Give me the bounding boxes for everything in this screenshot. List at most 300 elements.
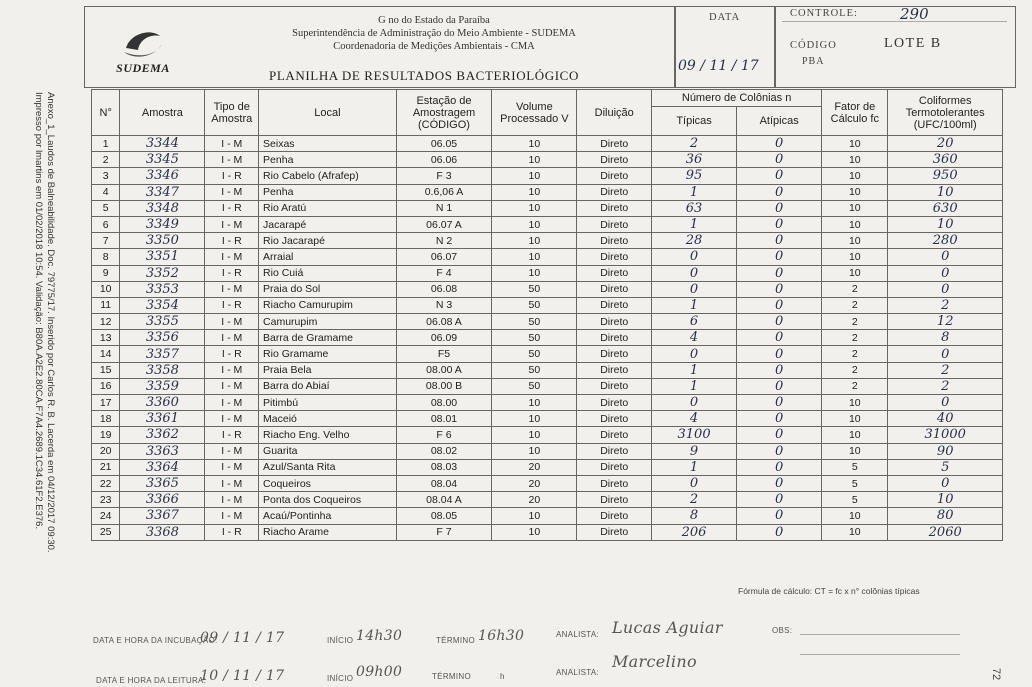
cell-tipo: I - R	[205, 233, 259, 249]
cell-estacao: N 2	[396, 233, 492, 249]
table-row	[92, 265, 1003, 281]
cell-diluicao: Direto	[577, 395, 652, 411]
termino2-value: h	[500, 672, 505, 681]
cell-amostra: 3350	[120, 233, 205, 249]
cell-estacao: 08.00 B	[396, 378, 492, 394]
date-label: DATA	[709, 12, 741, 23]
cell-atipicas: 0	[737, 362, 822, 378]
cell-fator: 2	[822, 297, 888, 313]
cell-diluicao: Direto	[577, 378, 652, 394]
cell-volume: 50	[492, 346, 577, 362]
cell-atipicas: 0	[737, 136, 822, 152]
cell-amostra: 3367	[120, 508, 205, 524]
cell-diluicao: Direto	[577, 281, 652, 297]
controle-underline	[782, 21, 1007, 22]
cell-volume: 10	[492, 216, 577, 232]
termino-label: TÉRMINO	[436, 636, 475, 645]
cell-n: 7	[92, 233, 120, 249]
org-line1: G no do Estado da Paraíba	[378, 15, 490, 26]
cell-volume: 50	[492, 330, 577, 346]
cell-tipo: I - R	[205, 297, 259, 313]
cell-amostra: 3348	[120, 200, 205, 216]
cell-fator: 10	[822, 200, 888, 216]
cell-coliformes: 360	[888, 152, 1003, 168]
cell-local: Riacho Eng. Velho	[259, 427, 397, 443]
cell-tipicas: 1	[652, 362, 737, 378]
cell-fator: 10	[822, 233, 888, 249]
cell-amostra: 3368	[120, 524, 205, 540]
cell-tipo: I - M	[205, 378, 259, 394]
cell-tipo: I - R	[205, 200, 259, 216]
analista2-signature: Marcelino	[612, 652, 697, 671]
table-row	[92, 378, 1003, 394]
cell-volume: 10	[492, 184, 577, 200]
cell-n: 2	[92, 152, 120, 168]
cell-tipo: I - M	[205, 249, 259, 265]
table-row	[92, 346, 1003, 362]
table-row	[92, 136, 1003, 152]
cell-estacao: 08.00 A	[396, 362, 492, 378]
cell-volume: 10	[492, 395, 577, 411]
obs-line-2	[800, 654, 960, 655]
cell-n: 12	[92, 314, 120, 330]
cell-coliformes: 10	[888, 184, 1003, 200]
incubacao-label: DATA E HORA DA INCUBAÇÃO:	[93, 636, 218, 645]
cell-n: 21	[92, 459, 120, 475]
cell-atipicas: 0	[737, 378, 822, 394]
cell-volume: 10	[492, 427, 577, 443]
cell-tipo: I - M	[205, 475, 259, 491]
sudema-logo	[108, 26, 178, 84]
cell-atipicas: 0	[737, 524, 822, 540]
cell-n: 3	[92, 168, 120, 184]
page-number: 72	[990, 667, 1003, 681]
col-amostra: Amostra	[120, 90, 205, 136]
cell-estacao: 06.09	[396, 330, 492, 346]
cell-n: 23	[92, 492, 120, 508]
cell-fator: 5	[822, 459, 888, 475]
cell-coliformes: 2	[888, 362, 1003, 378]
analista-signature: Lucas Aguiar	[612, 618, 723, 637]
cell-amostra: 3359	[120, 378, 205, 394]
cell-local: Rio Aratú	[259, 200, 397, 216]
inicio-value: 14h30	[356, 628, 403, 644]
table-row	[92, 216, 1003, 232]
cell-estacao: 08.05	[396, 508, 492, 524]
cell-local: Maceió	[259, 411, 397, 427]
cell-n: 8	[92, 249, 120, 265]
cell-amostra: 3347	[120, 184, 205, 200]
cell-coliformes: 10	[888, 216, 1003, 232]
cell-volume: 10	[492, 443, 577, 459]
col-atipicas: Atípicas	[737, 107, 822, 136]
incubacao-value: 09 / 11 / 17	[200, 630, 285, 646]
cell-local: Barra de Gramame	[259, 330, 397, 346]
cell-diluicao: Direto	[577, 330, 652, 346]
cell-coliformes: 2	[888, 378, 1003, 394]
cell-atipicas: 0	[737, 330, 822, 346]
cell-atipicas: 0	[737, 459, 822, 475]
cell-fator: 10	[822, 216, 888, 232]
cell-tipo: I - R	[205, 524, 259, 540]
cell-volume: 10	[492, 200, 577, 216]
cell-local: Pitimbú	[259, 395, 397, 411]
cell-amostra: 3361	[120, 411, 205, 427]
cell-fator: 10	[822, 152, 888, 168]
cell-tipo: I - M	[205, 362, 259, 378]
form-header	[84, 6, 1020, 88]
cell-estacao: 08.01	[396, 411, 492, 427]
cell-local: Praia do Sol	[259, 281, 397, 297]
cell-n: 9	[92, 265, 120, 281]
cell-coliformes: 40	[888, 411, 1003, 427]
cell-local: Seixas	[259, 136, 397, 152]
col-local: Local	[259, 90, 397, 136]
cell-local: Arraial	[259, 249, 397, 265]
cell-local: Jacarapé	[259, 216, 397, 232]
cell-fator: 10	[822, 249, 888, 265]
cell-atipicas: 0	[737, 249, 822, 265]
cell-atipicas: 0	[737, 411, 822, 427]
cell-amostra: 3344	[120, 136, 205, 152]
cell-estacao: F 4	[396, 265, 492, 281]
sudema-logo-icon	[120, 26, 166, 60]
cell-diluicao: Direto	[577, 249, 652, 265]
cell-tipicas: 95	[652, 168, 737, 184]
cell-atipicas: 0	[737, 200, 822, 216]
cell-atipicas: 0	[737, 168, 822, 184]
side-annotation	[18, 92, 68, 632]
cell-atipicas: 0	[737, 281, 822, 297]
inicio-label: INÍCIO	[327, 636, 354, 645]
logo-text: SUDEMA	[116, 61, 170, 75]
cell-n: 16	[92, 378, 120, 394]
cell-volume: 20	[492, 492, 577, 508]
cell-atipicas: 0	[737, 475, 822, 491]
cell-amostra: 3363	[120, 443, 205, 459]
cell-estacao: 06.08 A	[396, 314, 492, 330]
cell-n: 19	[92, 427, 120, 443]
cell-n: 5	[92, 200, 120, 216]
cell-atipicas: 0	[737, 184, 822, 200]
cell-n: 25	[92, 524, 120, 540]
cell-n: 13	[92, 330, 120, 346]
table-row	[92, 362, 1003, 378]
cell-local: Riacho Camurupim	[259, 297, 397, 313]
table-row	[92, 233, 1003, 249]
cell-n: 1	[92, 136, 120, 152]
codigo-value: PBA	[802, 56, 825, 67]
inicio2-value: 09h00	[356, 664, 403, 680]
cell-tipicas: 9	[652, 443, 737, 459]
cell-atipicas: 0	[737, 314, 822, 330]
cell-coliformes: 31000	[888, 427, 1003, 443]
cell-estacao: 08.00	[396, 395, 492, 411]
results-table	[91, 89, 1003, 541]
analista-label: ANALISTA:	[556, 630, 600, 639]
cell-volume: 50	[492, 378, 577, 394]
cell-amostra: 3355	[120, 314, 205, 330]
cell-n: 14	[92, 346, 120, 362]
col-estacao: Estação de Amostragem (CÓDIGO)	[396, 90, 492, 136]
cell-fator: 2	[822, 330, 888, 346]
col-colonias: Número de Colônias n	[652, 90, 822, 107]
cell-local: Coqueiros	[259, 475, 397, 491]
cell-tipicas: 1	[652, 297, 737, 313]
cell-n: 6	[92, 216, 120, 232]
cell-amostra: 3366	[120, 492, 205, 508]
cell-diluicao: Direto	[577, 362, 652, 378]
cell-tipicas: 36	[652, 152, 737, 168]
obs-label: OBS:	[772, 626, 793, 635]
cell-tipicas: 0	[652, 265, 737, 281]
cell-coliformes: 5	[888, 459, 1003, 475]
cell-fator: 10	[822, 443, 888, 459]
cell-coliformes: 10	[888, 492, 1003, 508]
cell-n: 18	[92, 411, 120, 427]
table-row	[92, 459, 1003, 475]
col-coliformes: Coliformes Termotolerantes (UFC/100ml)	[888, 90, 1003, 136]
cell-tipo: I - R	[205, 346, 259, 362]
cell-n: 4	[92, 184, 120, 200]
inicio2-label: INÍCIO	[327, 674, 354, 683]
cell-estacao: 08.04	[396, 475, 492, 491]
cell-fator: 2	[822, 314, 888, 330]
cell-tipo: I - M	[205, 216, 259, 232]
cell-estacao: N 3	[396, 297, 492, 313]
codigo-label: CÓDIGO	[790, 40, 837, 51]
leitura-label: DATA E HORA DA LEITURA:	[96, 676, 207, 685]
cell-diluicao: Direto	[577, 184, 652, 200]
cell-local: Acaú/Pontinha	[259, 508, 397, 524]
table-row	[92, 314, 1003, 330]
cell-diluicao: Direto	[577, 411, 652, 427]
cell-volume: 10	[492, 136, 577, 152]
cell-diluicao: Direto	[577, 346, 652, 362]
cell-diluicao: Direto	[577, 314, 652, 330]
cell-fator: 10	[822, 508, 888, 524]
cell-n: 24	[92, 508, 120, 524]
cell-local: Guarita	[259, 443, 397, 459]
cell-local: Rio Jacarapé	[259, 233, 397, 249]
cell-volume: 50	[492, 281, 577, 297]
col-diluicao: Diluição	[577, 90, 652, 136]
cell-coliformes: 280	[888, 233, 1003, 249]
obs-line	[800, 634, 960, 635]
cell-atipicas: 0	[737, 265, 822, 281]
cell-diluicao: Direto	[577, 297, 652, 313]
cell-tipicas: 63	[652, 200, 737, 216]
cell-tipicas: 1	[652, 216, 737, 232]
cell-local: Penha	[259, 152, 397, 168]
table-row	[92, 249, 1003, 265]
table-row	[92, 395, 1003, 411]
cell-atipicas: 0	[737, 297, 822, 313]
cell-volume: 20	[492, 459, 577, 475]
cell-local: Rio Gramame	[259, 346, 397, 362]
cell-tipo: I - R	[205, 265, 259, 281]
cell-tipo: I - M	[205, 184, 259, 200]
cell-tipo: I - M	[205, 152, 259, 168]
results-body	[92, 136, 1003, 541]
col-volume: Volume Processado V	[492, 90, 577, 136]
cell-tipo: I - M	[205, 443, 259, 459]
cell-amostra: 3352	[120, 265, 205, 281]
cell-estacao: 06.06	[396, 152, 492, 168]
cell-estacao: F 6	[396, 427, 492, 443]
cell-tipicas: 1	[652, 378, 737, 394]
cell-atipicas: 0	[737, 233, 822, 249]
cell-fator: 10	[822, 411, 888, 427]
cell-estacao: F5	[396, 346, 492, 362]
cell-coliformes: 630	[888, 200, 1003, 216]
cell-amostra: 3345	[120, 152, 205, 168]
cell-n: 11	[92, 297, 120, 313]
cell-local: Camurupim	[259, 314, 397, 330]
org-line2: Superintendência de Administração do Meio Ambiente - SUDEMA	[292, 28, 576, 39]
cell-estacao: 08.03	[396, 459, 492, 475]
cell-estacao: 06.05	[396, 136, 492, 152]
cell-diluicao: Direto	[577, 168, 652, 184]
cell-fator: 2	[822, 362, 888, 378]
cell-coliformes: 950	[888, 168, 1003, 184]
table-row	[92, 297, 1003, 313]
cell-fator: 2	[822, 346, 888, 362]
cell-n: 10	[92, 281, 120, 297]
cell-tipicas: 4	[652, 330, 737, 346]
side-annotation-line2: Impresso por lmartins em 01/02/2018 10:54. Validação: B80A.A2E2.80CA.F7A4.2689.1C34.61F2.E376.	[33, 92, 44, 530]
cell-local: Praia Bela	[259, 362, 397, 378]
cell-amostra: 3354	[120, 297, 205, 313]
col-tipo: Tipo de Amostra	[205, 90, 259, 136]
cell-amostra: 3365	[120, 475, 205, 491]
cell-coliformes: 0	[888, 395, 1003, 411]
cell-estacao: 08.02	[396, 443, 492, 459]
cell-estacao: 0.6,06 A	[396, 184, 492, 200]
cell-volume: 20	[492, 475, 577, 491]
cell-local: Azul/Santa Rita	[259, 459, 397, 475]
cell-fator: 2	[822, 281, 888, 297]
analista2-label: ANALISTA:	[556, 668, 600, 677]
cell-estacao: 06.07	[396, 249, 492, 265]
cell-amostra: 3357	[120, 346, 205, 362]
cell-coliformes: 8	[888, 330, 1003, 346]
cell-tipicas: 206	[652, 524, 737, 540]
col-n: N°	[92, 90, 120, 136]
cell-diluicao: Direto	[577, 443, 652, 459]
table-row	[92, 411, 1003, 427]
cell-coliformes: 0	[888, 281, 1003, 297]
cell-tipo: I - M	[205, 492, 259, 508]
cell-volume: 10	[492, 524, 577, 540]
cell-local: Penha	[259, 184, 397, 200]
cell-volume: 10	[492, 249, 577, 265]
cell-tipo: I - M	[205, 136, 259, 152]
cell-local: Riacho Arame	[259, 524, 397, 540]
org-block	[254, 14, 614, 53]
cell-fator: 5	[822, 492, 888, 508]
cell-local: Barra do Abiaí	[259, 378, 397, 394]
date-value: 09 / 11 / 17	[678, 58, 759, 74]
cell-fator: 5	[822, 475, 888, 491]
cell-tipicas: 4	[652, 411, 737, 427]
table-row	[92, 524, 1003, 540]
cell-tipicas: 6	[652, 314, 737, 330]
table-row	[92, 184, 1003, 200]
table-row	[92, 168, 1003, 184]
table-row	[92, 200, 1003, 216]
sheet-title: PLANILHA DE RESULTADOS BACTERIOLÓGICO	[269, 68, 579, 83]
cell-volume: 50	[492, 362, 577, 378]
cell-coliformes: 90	[888, 443, 1003, 459]
cell-tipicas: 1	[652, 459, 737, 475]
cell-estacao: F 3	[396, 168, 492, 184]
cell-volume: 50	[492, 314, 577, 330]
cell-tipicas: 0	[652, 281, 737, 297]
controle-value: 290	[900, 5, 929, 23]
cell-coliformes: 12	[888, 314, 1003, 330]
termino-value: 16h30	[478, 628, 525, 644]
cell-tipicas: 8	[652, 508, 737, 524]
col-fator: Fator de Cálculo fc	[822, 90, 888, 136]
cell-diluicao: Direto	[577, 216, 652, 232]
cell-volume: 10	[492, 411, 577, 427]
cell-atipicas: 0	[737, 492, 822, 508]
cell-atipicas: 0	[737, 152, 822, 168]
cell-fator: 10	[822, 265, 888, 281]
leitura-value: 10 / 11 / 17	[200, 668, 285, 684]
cell-local: Ponta dos Coqueiros	[259, 492, 397, 508]
cell-fator: 10	[822, 136, 888, 152]
cell-amostra: 3356	[120, 330, 205, 346]
cell-n: 22	[92, 475, 120, 491]
cell-tipo: I - M	[205, 330, 259, 346]
cell-fator: 10	[822, 524, 888, 540]
cell-local: Rio Cuiá	[259, 265, 397, 281]
cell-estacao: N 1	[396, 200, 492, 216]
cell-fator: 10	[822, 184, 888, 200]
cell-estacao: 06.07 A	[396, 216, 492, 232]
cell-tipicas: 0	[652, 249, 737, 265]
table-row	[92, 492, 1003, 508]
cell-tipicas: 2	[652, 492, 737, 508]
cell-coliformes: 0	[888, 346, 1003, 362]
cell-amostra: 3360	[120, 395, 205, 411]
cell-diluicao: Direto	[577, 427, 652, 443]
cell-estacao: F 7	[396, 524, 492, 540]
cell-amostra: 3349	[120, 216, 205, 232]
cell-volume: 10	[492, 233, 577, 249]
table-row	[92, 152, 1003, 168]
cell-tipicas: 3100	[652, 427, 737, 443]
cell-amostra: 3358	[120, 362, 205, 378]
cell-diluicao: Direto	[577, 233, 652, 249]
cell-coliformes: 2060	[888, 524, 1003, 540]
cell-diluicao: Direto	[577, 524, 652, 540]
cell-tipo: I - R	[205, 427, 259, 443]
cell-volume: 10	[492, 168, 577, 184]
cell-volume: 10	[492, 265, 577, 281]
cell-tipo: I - R	[205, 168, 259, 184]
cell-tipo: I - M	[205, 281, 259, 297]
cell-n: 20	[92, 443, 120, 459]
cell-coliformes: 0	[888, 265, 1003, 281]
cell-diluicao: Direto	[577, 475, 652, 491]
cell-amostra: 3364	[120, 459, 205, 475]
cell-amostra: 3346	[120, 168, 205, 184]
cell-tipo: I - M	[205, 459, 259, 475]
cell-n: 17	[92, 395, 120, 411]
